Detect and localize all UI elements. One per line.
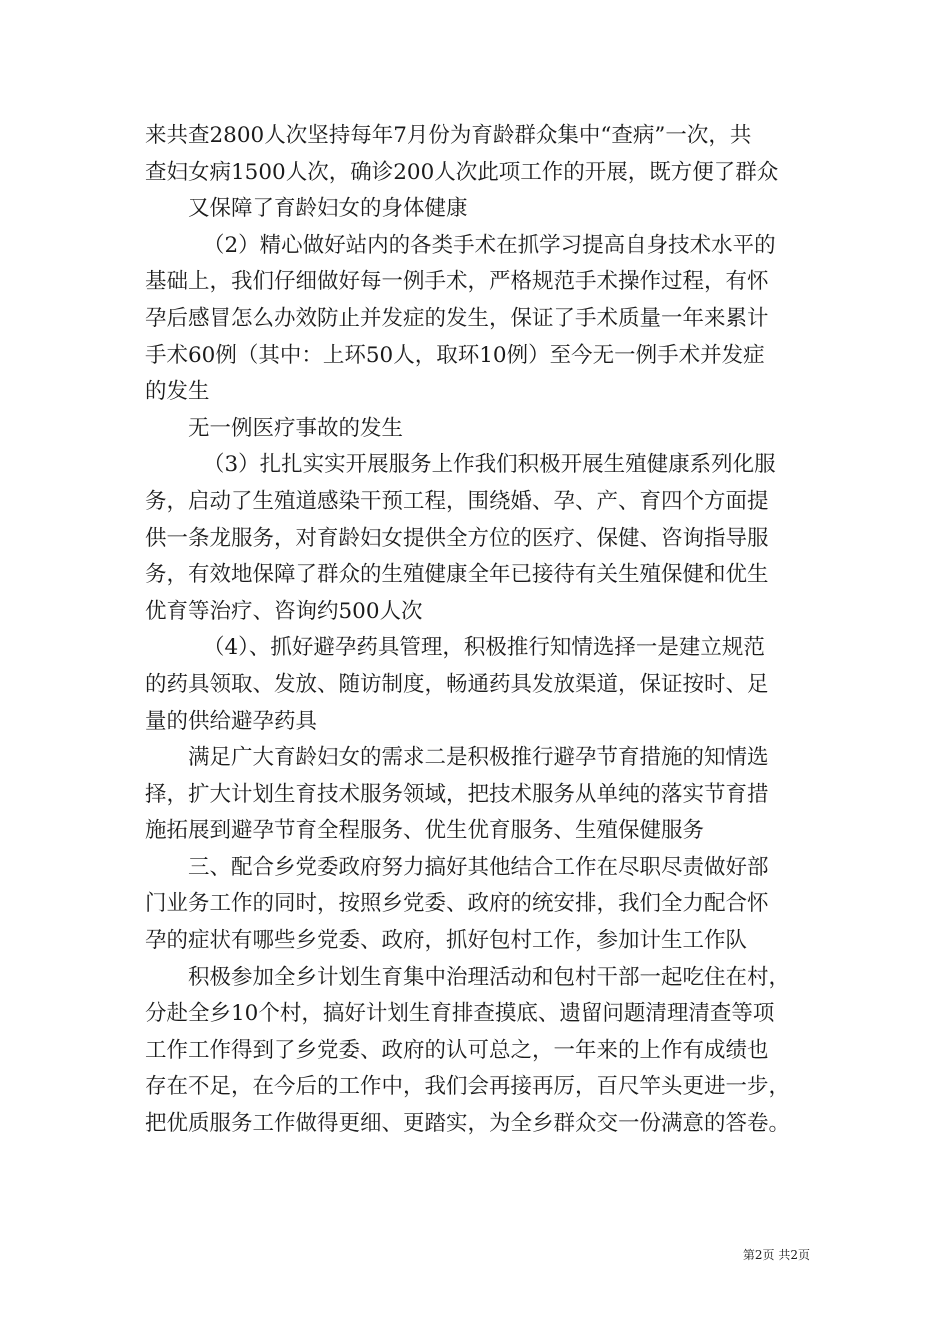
text-line: 存在不足，在今后的工作中，我们会再接再厉，百尺竿头更进一步， xyxy=(145,1074,791,1100)
text-line: 基础上，我们仔细做好每一例手术，严格规范手术操作过程，有怀 xyxy=(145,269,769,295)
text-line: 优育等治疗、咨询约500人次 xyxy=(145,598,423,624)
page-number: 第2页 共2页 xyxy=(742,1248,810,1262)
text-line: 施拓展到避孕节育全程服务、优生优育服务、生殖保健服务 xyxy=(145,818,705,844)
text-line: 的发生 xyxy=(145,379,210,405)
text-line: （2）精心做好站内的各类手术在抓学习提高自身技术水平的 xyxy=(203,232,776,258)
text-line: 务，启动了生殖道感染干预工程，围绕婚、孕、产、育四个方面提 xyxy=(145,488,769,514)
text-line: 满足广大育龄妇女的需求二是积极推行避孕节育措施的知情选 xyxy=(188,745,769,771)
text-line: 门业务工作的同时，按照乡党委、政府的统安排，我们全力配合怀 xyxy=(145,891,769,917)
text-line: 查妇女病1500人次，确诊200人次此项工作的开展，既方便了群众 xyxy=(145,159,779,185)
text-line: 的药具领取、发放、随访制度，畅通药具发放渠道，保证按时、足 xyxy=(145,671,769,697)
text-line: 分赴全乡10个村，搞好计划生育排查摸底、遗留问题清理清查等项 xyxy=(145,1001,775,1027)
text-line: 把优质服务工作做得更细、更踏实，为全乡群众交一份满意的答卷。 xyxy=(145,1111,791,1137)
text-line: 又保障了育龄妇女的身体健康 xyxy=(188,196,468,222)
text-line: 孕的症状有哪些乡党委、政府，抓好包村工作，参加计生工作队 xyxy=(145,928,748,954)
text-line: （3）扎扎实实开展服务上作我们积极开展生殖健康系列化服 xyxy=(203,452,776,478)
text-line: 孕后感冒怎么办效防止并发症的发生，保证了手术质量一年来累计 xyxy=(145,305,769,331)
text-line: 来共查2800人次坚持每年7月份为育龄群众集中“查病”一次，共 xyxy=(145,123,752,148)
text-line: 量的供给避孕药具 xyxy=(145,708,318,734)
text-line: （4）、抓好避孕药具管理，积极推行知情选择一是建立规范 xyxy=(203,635,765,661)
text-line: 无一例医疗事故的发生 xyxy=(188,415,404,441)
text-line: 务，有效地保障了群众的生殖健康全年已接待有关生殖保健和优生 xyxy=(145,562,769,588)
text-line: 积极参加全乡计划生育集中治理活动和包村干部一起吃住在村， xyxy=(188,964,791,990)
document-body xyxy=(145,118,825,1143)
text-line: 择，扩大计划生育技术服务领域，把技术服务从单纯的落实节育措 xyxy=(145,781,769,807)
text-line: 工作工作得到了乡党委、政府的认可总之，一年来的上作有成绩也 xyxy=(145,1037,769,1063)
text-line: 三、配合乡党委政府努力搞好其他结合工作在尽职尽责做好部 xyxy=(188,854,769,880)
text-line: 手术60例（其中：上环50人，取环10例）至今无一例手术并发症 xyxy=(145,342,765,368)
text-line: 供一条龙服务，对育龄妇女提供全方位的医疗、保健、咨询指导服 xyxy=(145,525,769,551)
